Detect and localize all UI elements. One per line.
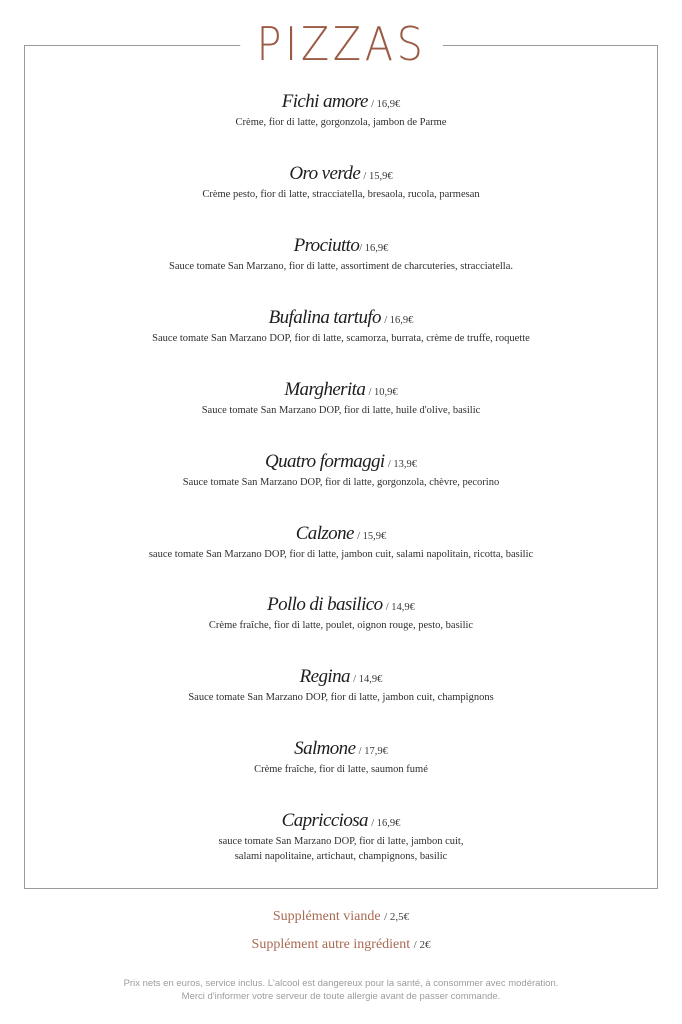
- pizza-description: Sauce tomate San Marzano DOP, fior di latte, jambon cuit, champignons: [188, 692, 494, 703]
- supplement-other: Supplément autre ingrédient / 2€: [251, 937, 431, 952]
- pizza-price: 14,9€: [358, 674, 383, 685]
- footer-line-1: Prix nets en euros, service inclus. L'alcool est dangereux pour la santé, à consommer avec modération.: [123, 978, 559, 989]
- pizza-item-quatro-formaggi: Quatro formaggi / 13,9€ Sauce tomate San Marzano DOP, fior di latte, gorgonzola, chèvre, pecorino: [24, 452, 658, 490]
- supplement-label: Supplément autre ingrédient: [251, 937, 411, 952]
- pizza-price: 15,9€: [362, 531, 387, 542]
- pizza-name: Pollo di basilico: [267, 594, 383, 615]
- pizza-item-margherita: Margherita / 10,9€ Sauce tomate San Marzano DOP, fior di latte, huile d'olive, basilic: [24, 380, 658, 418]
- pizza-description: sauce tomate San Marzano DOP, fior di latte, jambon cuit, salami napolitain, ricotta, basilic: [148, 549, 534, 560]
- pizza-item-calzone: Calzone / 15,9€ sauce tomate San Marzano DOP, fior di latte, jambon cuit, salami napolitain, ricotta, basilic: [24, 524, 658, 562]
- pizza-price: 17,9€: [364, 746, 388, 757]
- pizza-price: 10,9€: [374, 387, 398, 398]
- pizza-price: 13,9€: [393, 459, 418, 470]
- pizza-description: Sauce tomate San Marzano DOP, fior di latte, gorgonzola, chèvre, pecorino: [182, 477, 500, 488]
- pizza-price: 16,9€: [376, 818, 401, 829]
- pizza-description: Crème fraîche, fior di latte, poulet, oignon rouge, pesto, basilic: [208, 620, 474, 631]
- pizza-item-bufalina-tartufo: Bufalina tartufo / 16,9€ Sauce tomate San Marzano DOP, fior di latte, scamorza, burrata, crème de truffe, roquette: [24, 308, 658, 346]
- pizza-price: 15,9€: [368, 171, 393, 182]
- pizza-name: Capricciosa: [281, 810, 368, 831]
- pizza-name: Prociutto: [293, 235, 360, 256]
- pizza-item-fichi-amore: Fichi amore / 16,9€ Crème, fior di latte, gorgonzola, jambon de Parme: [24, 92, 658, 130]
- pizza-item-capricciosa: Capricciosa / 16,9€ sauce tomate San Marzano DOP, fior di latte, jambon cuit, salami napolitaine, artichaut, champignons, basilic: [24, 811, 658, 864]
- supplement-meat: Supplément viande / 2,5€: [272, 909, 410, 924]
- pizza-description: Crème, fior di latte, gorgonzola, jambon de Parme: [235, 117, 447, 128]
- pizza-name: Fichi amore: [281, 91, 368, 112]
- pizza-price: 16,9€: [389, 315, 414, 326]
- footer-line-2: Merci d'informer votre serveur de toute allergie avant de passer commande.: [181, 990, 501, 1002]
- pizza-description: Sauce tomate San Marzano, fior di latte, assortiment de charcuteries, stracciatella.: [168, 261, 514, 272]
- pizza-name: Bufalina tartufo: [268, 307, 381, 328]
- pizza-name: Calzone: [295, 523, 354, 544]
- page-title-wrap: [0, 14, 682, 74]
- pizza-price: 14,9€: [391, 602, 415, 613]
- pizza-name: Regina: [299, 666, 350, 687]
- pizza-price: 16,9€: [376, 99, 401, 110]
- pizza-description-line2: salami napolitaine, artichaut, champignons, basilic: [234, 851, 448, 862]
- pizza-item-salmone: Salmone / 17,9€ Crème fraîche, fior di latte, saumon fumé: [24, 739, 658, 777]
- page-title: PIZZAS: [240, 14, 443, 74]
- supplement-price: 2€: [419, 939, 431, 951]
- pizza-description: sauce tomate San Marzano DOP, fior di latte, jambon cuit,: [218, 836, 464, 847]
- pizza-name: Margherita: [284, 379, 366, 400]
- pizza-item-regina: Regina / 14,9€ Sauce tomate San Marzano DOP, fior di latte, jambon cuit, champignons: [24, 667, 658, 705]
- pizza-name: Salmone: [294, 738, 356, 759]
- pizza-price: 16,9€: [364, 243, 389, 254]
- supplement-label: Supplément viande: [272, 909, 381, 924]
- pizza-description: Crème fraîche, fior di latte, saumon fumé: [254, 764, 428, 775]
- pizza-description: Crème pesto, fior di latte, stracciatella, bresaola, rucola, parmesan: [202, 189, 480, 200]
- pizza-description: Sauce tomate San Marzano DOP, fior di latte, scamorza, burrata, crème de truffe, roquette: [152, 333, 530, 344]
- footer-notice: [0, 978, 682, 1003]
- pizza-item-pollo-di-basilico: Pollo di basilico / 14,9€ Crème fraîche, fior di latte, poulet, oignon rouge, pesto, basilic: [24, 595, 658, 633]
- pizza-item-prociutto: Prociutto/ 16,9€ Sauce tomate San Marzano, fior di latte, assortiment de charcuteries, stracciatella.: [24, 236, 658, 274]
- supplement-price: 2,5€: [389, 911, 410, 923]
- pizza-item-oro-verde: Oro verde / 15,9€ Crème pesto, fior di latte, stracciatella, bresaola, rucola, parmesan: [24, 164, 658, 202]
- pizza-name: Oro verde: [289, 163, 361, 184]
- pizza-description: Sauce tomate San Marzano DOP, fior di latte, huile d'olive, basilic: [201, 405, 481, 416]
- pizza-name: Quatro formaggi: [264, 451, 385, 472]
